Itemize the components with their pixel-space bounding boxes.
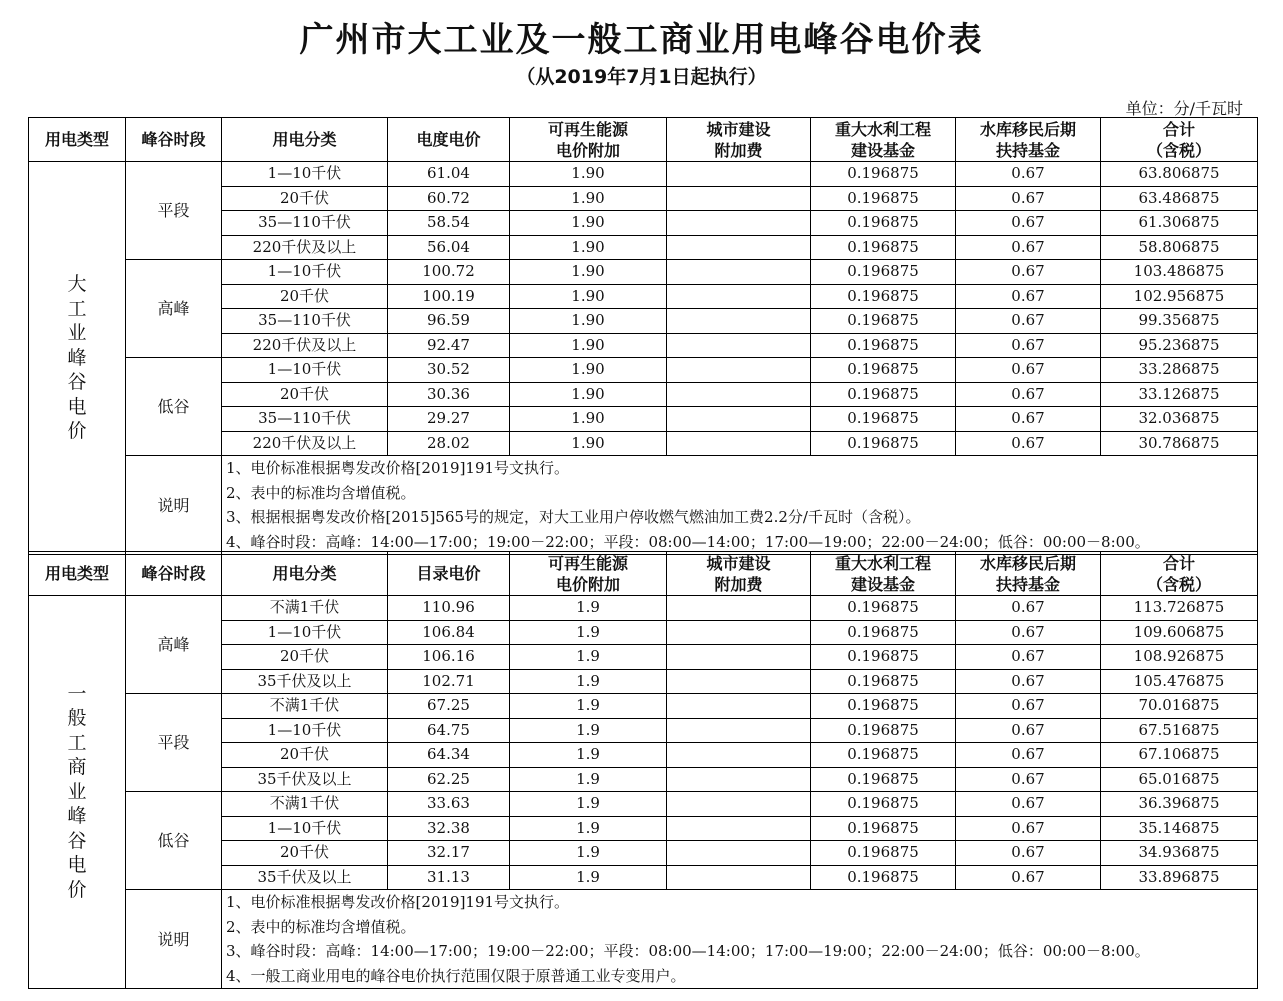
renewable-surcharge-cell: 1.90 xyxy=(510,284,667,309)
total-cell: 36.396875 xyxy=(1101,792,1258,817)
urban-construction-fee-cell xyxy=(667,767,811,792)
table-row xyxy=(29,358,1258,383)
renewable-surcharge-cell: 1.9 xyxy=(510,718,667,743)
total-cell: 99.356875 xyxy=(1101,309,1258,334)
total-cell: 67.106875 xyxy=(1101,743,1258,768)
note-line: 1、电价标准根据粤发改价格[2019]191号文执行。 xyxy=(226,459,570,477)
total-cell: 102.956875 xyxy=(1101,284,1258,309)
reservoir-resettlement-fund-cell: 0.67 xyxy=(956,211,1101,236)
urban-construction-fee-cell xyxy=(667,358,811,383)
table-row xyxy=(29,260,1258,285)
reservoir-resettlement-fund-cell: 0.67 xyxy=(956,162,1101,187)
period-cell: 高峰 xyxy=(126,260,222,358)
table-row xyxy=(29,596,1258,621)
water-conservancy-fund-cell: 0.196875 xyxy=(811,694,956,719)
water-conservancy-fund-cell: 0.196875 xyxy=(811,620,956,645)
renewable-surcharge-cell: 1.90 xyxy=(510,431,667,456)
reservoir-resettlement-fund-cell: 0.67 xyxy=(956,620,1101,645)
renewable-surcharge-cell: 1.90 xyxy=(510,407,667,432)
base-price-cell: 100.19 xyxy=(388,284,510,309)
total-cell: 35.146875 xyxy=(1101,816,1258,841)
header-water-conservancy-fund: 重大水利工程 建设基金 xyxy=(811,118,956,162)
classification-cell: 20千伏 xyxy=(222,186,388,211)
reservoir-resettlement-fund-cell: 0.67 xyxy=(956,186,1101,211)
urban-construction-fee-cell xyxy=(667,841,811,866)
water-conservancy-fund-cell: 0.196875 xyxy=(811,358,956,383)
usage-type-cell xyxy=(29,162,126,555)
note-line: 2、表中的标准均含增值税。 xyxy=(226,917,416,936)
renewable-surcharge-cell: 1.9 xyxy=(510,816,667,841)
water-conservancy-fund-cell: 0.196875 xyxy=(811,841,956,866)
base-price-cell: 60.72 xyxy=(388,186,510,211)
header-base-price: 电度电价 xyxy=(388,118,510,162)
urban-construction-fee-cell xyxy=(667,235,811,260)
header-urban-construction-fee: 城市建设 附加费 xyxy=(667,552,811,596)
reservoir-resettlement-fund-cell: 0.67 xyxy=(956,694,1101,719)
renewable-surcharge-cell: 1.90 xyxy=(510,333,667,358)
page-subtitle: （从2019年7月1日起执行） xyxy=(516,66,767,88)
table-row xyxy=(29,792,1258,817)
reservoir-resettlement-fund-cell: 0.67 xyxy=(956,767,1101,792)
note-line: 4、一般工商业用电的峰谷电价执行范围仅限于原普通工业专变用户。 xyxy=(226,966,686,985)
classification-cell: 20千伏 xyxy=(222,284,388,309)
water-conservancy-fund-cell: 0.196875 xyxy=(811,235,956,260)
total-cell: 105.476875 xyxy=(1101,669,1258,694)
renewable-surcharge-cell: 1.9 xyxy=(510,792,667,817)
renewable-surcharge-cell: 1.9 xyxy=(510,669,667,694)
urban-construction-fee-cell xyxy=(667,718,811,743)
urban-construction-fee-cell xyxy=(667,260,811,285)
header-renewable-surcharge: 可再生能源 电价附加 xyxy=(510,118,667,162)
classification-cell: 不满1千伏 xyxy=(222,694,388,719)
note-line: 4、峰谷时段：高峰：14:00—17:00；19:00－22:00；平段：08:00—14:00；17:00—19:00；22:00－24:00；低谷：00:00－8:00。 xyxy=(226,532,1150,551)
water-conservancy-fund-cell: 0.196875 xyxy=(811,431,956,456)
reservoir-resettlement-fund-cell: 0.67 xyxy=(956,743,1101,768)
renewable-surcharge-cell: 1.9 xyxy=(510,620,667,645)
water-conservancy-fund-cell: 0.196875 xyxy=(811,816,956,841)
renewable-surcharge-cell: 1.9 xyxy=(510,865,667,890)
water-conservancy-fund-cell: 0.196875 xyxy=(811,284,956,309)
classification-cell: 35—110千伏 xyxy=(222,407,388,432)
header-period: 峰谷时段 xyxy=(126,118,222,162)
classification-cell: 1—10千伏 xyxy=(222,718,388,743)
base-price-cell: 92.47 xyxy=(388,333,510,358)
total-cell: 32.036875 xyxy=(1101,407,1258,432)
reservoir-resettlement-fund-cell: 0.67 xyxy=(956,718,1101,743)
total-cell: 33.126875 xyxy=(1101,382,1258,407)
total-cell: 65.016875 xyxy=(1101,767,1258,792)
water-conservancy-fund-cell: 0.196875 xyxy=(811,162,956,187)
water-conservancy-fund-cell: 0.196875 xyxy=(811,743,956,768)
note-line: 2、表中的标准均含增值税。 xyxy=(226,483,416,502)
header-renewable-surcharge: 可再生能源 电价附加 xyxy=(510,552,667,596)
urban-construction-fee-cell xyxy=(667,309,811,334)
header-row xyxy=(29,118,1258,162)
renewable-surcharge-cell: 1.9 xyxy=(510,596,667,621)
header-water-conservancy-fund: 重大水利工程 建设基金 xyxy=(811,552,956,596)
reservoir-resettlement-fund-cell: 0.67 xyxy=(956,382,1101,407)
note-line: 1、电价标准根据粤发改价格[2019]191号文执行。 xyxy=(226,893,570,911)
usage-type-label: 一般工商业峰谷电价 xyxy=(67,682,87,901)
water-conservancy-fund-cell: 0.196875 xyxy=(811,865,956,890)
header-classification: 用电分类 xyxy=(222,118,388,162)
urban-construction-fee-cell xyxy=(667,162,811,187)
classification-cell: 220千伏及以上 xyxy=(222,235,388,260)
notes-cell xyxy=(222,890,1258,989)
water-conservancy-fund-cell: 0.196875 xyxy=(811,767,956,792)
reservoir-resettlement-fund-cell: 0.67 xyxy=(956,260,1101,285)
renewable-surcharge-cell: 1.90 xyxy=(510,309,667,334)
urban-construction-fee-cell xyxy=(667,407,811,432)
classification-cell: 1—10千伏 xyxy=(222,620,388,645)
base-price-cell: 61.04 xyxy=(388,162,510,187)
reservoir-resettlement-fund-cell: 0.67 xyxy=(956,333,1101,358)
reservoir-resettlement-fund-cell: 0.67 xyxy=(956,865,1101,890)
reservoir-resettlement-fund-cell: 0.67 xyxy=(956,235,1101,260)
urban-construction-fee-cell xyxy=(667,816,811,841)
water-conservancy-fund-cell: 0.196875 xyxy=(811,407,956,432)
note-line: 3、峰谷时段：高峰：14:00—17:00；19:00－22:00；平段：08:00—14:00；17:00—19:00；22:00－24:00；低谷：00:00－8:00。 xyxy=(226,942,1150,960)
total-cell: 109.606875 xyxy=(1101,620,1258,645)
classification-cell: 1—10千伏 xyxy=(222,162,388,187)
classification-cell: 220千伏及以上 xyxy=(222,333,388,358)
reservoir-resettlement-fund-cell: 0.67 xyxy=(956,669,1101,694)
classification-cell: 220千伏及以上 xyxy=(222,431,388,456)
classification-cell: 35千伏及以上 xyxy=(222,669,388,694)
period-cell: 平段 xyxy=(126,162,222,260)
water-conservancy-fund-cell: 0.196875 xyxy=(811,260,956,285)
total-cell: 67.516875 xyxy=(1101,718,1258,743)
header-row xyxy=(29,552,1258,596)
renewable-surcharge-cell: 1.90 xyxy=(510,162,667,187)
header-type: 用电类型 xyxy=(29,118,126,162)
base-price-cell: 64.75 xyxy=(388,718,510,743)
water-conservancy-fund-cell: 0.196875 xyxy=(811,669,956,694)
water-conservancy-fund-cell: 0.196875 xyxy=(811,596,956,621)
period-cell: 高峰 xyxy=(126,596,222,694)
base-price-cell: 110.96 xyxy=(388,596,510,621)
total-cell: 58.806875 xyxy=(1101,235,1258,260)
renewable-surcharge-cell: 1.9 xyxy=(510,694,667,719)
urban-construction-fee-cell xyxy=(667,865,811,890)
classification-cell: 35—110千伏 xyxy=(222,309,388,334)
total-cell: 33.286875 xyxy=(1101,358,1258,383)
classification-cell: 20千伏 xyxy=(222,382,388,407)
base-price-cell: 32.38 xyxy=(388,816,510,841)
reservoir-resettlement-fund-cell: 0.67 xyxy=(956,284,1101,309)
header-total: 合计 （含税） xyxy=(1101,552,1258,596)
header-total: 合计 （含税） xyxy=(1101,118,1258,162)
urban-construction-fee-cell xyxy=(667,382,811,407)
urban-construction-fee-cell xyxy=(667,211,811,236)
reservoir-resettlement-fund-cell: 0.67 xyxy=(956,841,1101,866)
total-cell: 33.896875 xyxy=(1101,865,1258,890)
period-cell: 低谷 xyxy=(126,358,222,456)
base-price-cell: 62.25 xyxy=(388,767,510,792)
reservoir-resettlement-fund-cell: 0.67 xyxy=(956,309,1101,334)
reservoir-resettlement-fund-cell: 0.67 xyxy=(956,792,1101,817)
notes-label: 说明 xyxy=(126,456,222,555)
notes-label: 说明 xyxy=(126,890,222,989)
renewable-surcharge-cell: 1.9 xyxy=(510,841,667,866)
base-price-cell: 96.59 xyxy=(388,309,510,334)
base-price-cell: 106.16 xyxy=(388,645,510,670)
urban-construction-fee-cell xyxy=(667,333,811,358)
reservoir-resettlement-fund-cell: 0.67 xyxy=(956,431,1101,456)
water-conservancy-fund-cell: 0.196875 xyxy=(811,309,956,334)
base-price-cell: 102.71 xyxy=(388,669,510,694)
total-cell: 63.806875 xyxy=(1101,162,1258,187)
classification-cell: 20千伏 xyxy=(222,841,388,866)
total-cell: 30.786875 xyxy=(1101,431,1258,456)
base-price-cell: 29.27 xyxy=(388,407,510,432)
urban-construction-fee-cell xyxy=(667,431,811,456)
classification-cell: 1—10千伏 xyxy=(222,816,388,841)
header-urban-construction-fee: 城市建设 附加费 xyxy=(667,118,811,162)
classification-cell: 35千伏及以上 xyxy=(222,865,388,890)
header-base-price: 目录电价 xyxy=(388,552,510,596)
period-cell: 平段 xyxy=(126,694,222,792)
base-price-cell: 31.13 xyxy=(388,865,510,890)
total-cell: 103.486875 xyxy=(1101,260,1258,285)
classification-cell: 不满1千伏 xyxy=(222,596,388,621)
renewable-surcharge-cell: 1.90 xyxy=(510,211,667,236)
reservoir-resettlement-fund-cell: 0.67 xyxy=(956,596,1101,621)
header-classification: 用电分类 xyxy=(222,552,388,596)
base-price-cell: 56.04 xyxy=(388,235,510,260)
unit-label: 单位：分/千瓦时 xyxy=(1125,99,1243,118)
urban-construction-fee-cell xyxy=(667,792,811,817)
renewable-surcharge-cell: 1.9 xyxy=(510,743,667,768)
water-conservancy-fund-cell: 0.196875 xyxy=(811,792,956,817)
general-commercial-tou-price-table xyxy=(28,551,1258,989)
urban-construction-fee-cell xyxy=(667,596,811,621)
classification-cell: 35千伏及以上 xyxy=(222,767,388,792)
base-price-cell: 64.34 xyxy=(388,743,510,768)
renewable-surcharge-cell: 1.90 xyxy=(510,186,667,211)
water-conservancy-fund-cell: 0.196875 xyxy=(811,211,956,236)
total-cell: 108.926875 xyxy=(1101,645,1258,670)
classification-cell: 35—110千伏 xyxy=(222,211,388,236)
total-cell: 63.486875 xyxy=(1101,186,1258,211)
urban-construction-fee-cell xyxy=(667,743,811,768)
reservoir-resettlement-fund-cell: 0.67 xyxy=(956,407,1101,432)
renewable-surcharge-cell: 1.90 xyxy=(510,358,667,383)
classification-cell: 1—10千伏 xyxy=(222,260,388,285)
large-industry-tou-price-table xyxy=(28,117,1258,555)
classification-cell: 1—10千伏 xyxy=(222,358,388,383)
water-conservancy-fund-cell: 0.196875 xyxy=(811,382,956,407)
reservoir-resettlement-fund-cell: 0.67 xyxy=(956,816,1101,841)
renewable-surcharge-cell: 1.9 xyxy=(510,767,667,792)
urban-construction-fee-cell xyxy=(667,620,811,645)
header-reservoir-resettlement-fund: 水库移民后期 扶持基金 xyxy=(956,552,1101,596)
urban-construction-fee-cell xyxy=(667,645,811,670)
total-cell: 95.236875 xyxy=(1101,333,1258,358)
total-cell: 70.016875 xyxy=(1101,694,1258,719)
period-cell: 低谷 xyxy=(126,792,222,890)
urban-construction-fee-cell xyxy=(667,694,811,719)
base-price-cell: 58.54 xyxy=(388,211,510,236)
header-reservoir-resettlement-fund: 水库移民后期 扶持基金 xyxy=(956,118,1101,162)
total-cell: 61.306875 xyxy=(1101,211,1258,236)
classification-cell: 20千伏 xyxy=(222,743,388,768)
urban-construction-fee-cell xyxy=(667,186,811,211)
renewable-surcharge-cell: 1.90 xyxy=(510,235,667,260)
renewable-surcharge-cell: 1.90 xyxy=(510,382,667,407)
note-line: 3、根据根据粤发改价格[2015]565号的规定，对大工业用户停收燃气燃油加工费2.2分/千瓦时（含税）。 xyxy=(226,508,921,526)
base-price-cell: 67.25 xyxy=(388,694,510,719)
header-type: 用电类型 xyxy=(29,552,126,596)
total-cell: 34.936875 xyxy=(1101,841,1258,866)
classification-cell: 20千伏 xyxy=(222,645,388,670)
reservoir-resettlement-fund-cell: 0.67 xyxy=(956,358,1101,383)
base-price-cell: 30.52 xyxy=(388,358,510,383)
usage-type-cell xyxy=(29,596,126,989)
renewable-surcharge-cell: 1.90 xyxy=(510,260,667,285)
base-price-cell: 106.84 xyxy=(388,620,510,645)
base-price-cell: 30.36 xyxy=(388,382,510,407)
notes-row xyxy=(29,456,1258,481)
page-title: 广州市大工业及一般工商业用电峰谷电价表 xyxy=(299,20,984,60)
notes-cell xyxy=(222,456,1258,555)
base-price-cell: 33.63 xyxy=(388,792,510,817)
notes-row xyxy=(29,890,1258,915)
total-cell: 113.726875 xyxy=(1101,596,1258,621)
base-price-cell: 32.17 xyxy=(388,841,510,866)
base-price-cell: 28.02 xyxy=(388,431,510,456)
usage-type-label: 大工业峰谷电价 xyxy=(67,273,87,443)
table-row xyxy=(29,694,1258,719)
reservoir-resettlement-fund-cell: 0.67 xyxy=(956,645,1101,670)
water-conservancy-fund-cell: 0.196875 xyxy=(811,718,956,743)
header-period: 峰谷时段 xyxy=(126,552,222,596)
urban-construction-fee-cell xyxy=(667,284,811,309)
water-conservancy-fund-cell: 0.196875 xyxy=(811,645,956,670)
renewable-surcharge-cell: 1.9 xyxy=(510,645,667,670)
water-conservancy-fund-cell: 0.196875 xyxy=(811,186,956,211)
water-conservancy-fund-cell: 0.196875 xyxy=(811,333,956,358)
base-price-cell: 100.72 xyxy=(388,260,510,285)
urban-construction-fee-cell xyxy=(667,669,811,694)
table-row xyxy=(29,162,1258,187)
classification-cell: 不满1千伏 xyxy=(222,792,388,817)
